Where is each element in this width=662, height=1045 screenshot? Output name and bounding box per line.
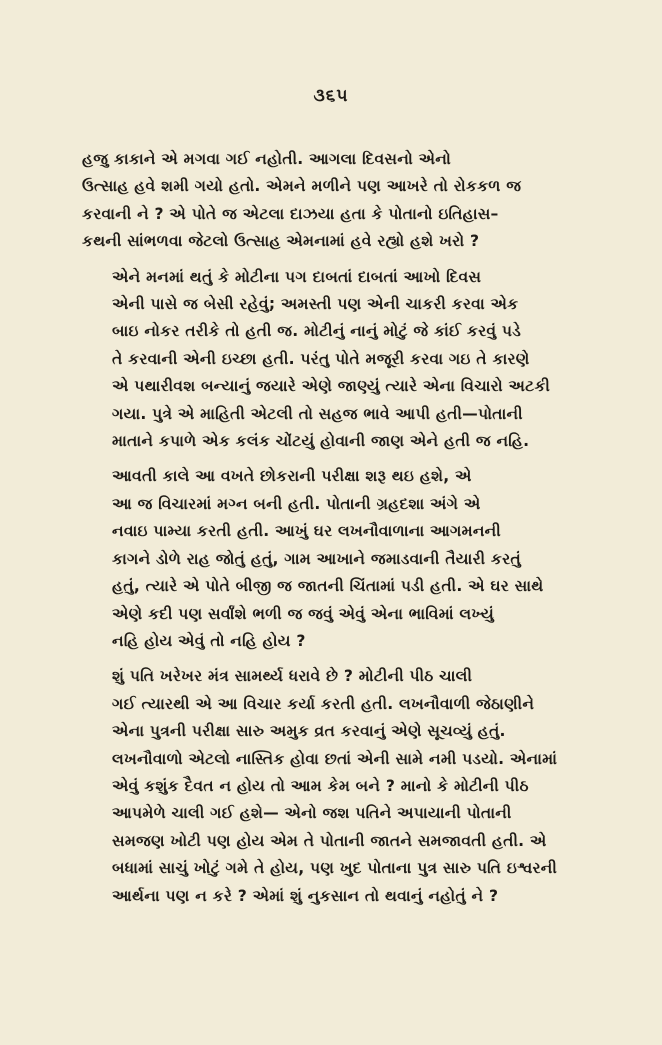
- body-text: [82, 146, 594, 918]
- text-line: એણે કદી પણ સર્વાંશે ભળી જ જવું એવું એના ભાવિમાં લખ્યું: [112, 604, 494, 623]
- paragraph-4: [82, 663, 594, 910]
- text-line: તે કરવાની એની ઇચ્છા હતી. પરંતુ પોતે મજૂરી કરવા ગઇ તે કારણે: [112, 349, 530, 368]
- text-line: હતું, ત્યારે એ પોતે બીજી જ જાતની ચિંતામાં પડી હતી. એ ઘર સાથે: [112, 577, 544, 596]
- text-line: આપમેળે ચાલી ગઈ હશે— એનો જશ પતિને અપાયાની પોતાની: [112, 804, 512, 823]
- text-line: બધામાં સાચું ખોટું ગમે તે હોય, પણ ખુદ પોતાના પુત્ર સારુ પતિ ઇશ્વરની: [112, 859, 558, 878]
- text-line: એના પુત્રની પરીક્ષા સારુ અમુક વ્રત કરવાનું એણે સૂચવ્યું હતું.: [112, 722, 506, 741]
- text-line: કાગને ડોળે રાહ જોતું હતું, ગામ આખાને જમાડવાની તૈયારી કરતું: [112, 549, 521, 568]
- text-line: માતાને કપાળે એક કલંક ચોંટયું હોવાની જાણ એને હતી જ નહિ.: [112, 432, 530, 451]
- text-line: લખનૌવાળો એટલો નાસ્તિક હોવા છતાં એની સામે નમી પડયો. એનામાં: [112, 749, 558, 768]
- paragraph-3: [82, 463, 594, 655]
- text-line: એવું કશુંક દૈવત ન હોય તો આમ કેમ બને ? માનો કે મોટીની પીઠ: [112, 776, 529, 795]
- text-line: ગઈ ત્યારથી એ આ વિચાર કર્યા કરતી હતી. લખનૌવાળી જેઠાણીને: [112, 694, 535, 713]
- page-number: ૩૬૫: [313, 86, 349, 106]
- paragraph-2: [82, 264, 594, 456]
- text-line: શું પતિ ખરેખર મંત્ર સામર્થ્ય ધરાવે છે ? મોટીની પીઠ ચાલી: [112, 667, 473, 686]
- text-line: એની પાસે જ બેસી રહેવું; અમસ્તી પણ એની ચાકરી કરવા એક: [112, 295, 519, 314]
- text-line: આવતી કાલે આ વખતે છોકરાની પરીક્ષા શરૂ થઇ હશે, એ: [112, 467, 472, 486]
- text-line: ઉત્સાહ હવે શમી ગયો હતો. એમને મળીને પણ આખરે તો રોકકળ જ: [82, 177, 522, 196]
- text-line: હજુ કાકાને એ મગવા ગઈ નહોતી. આગલા દિવસનો એનો: [82, 150, 451, 168]
- text-line: એ પથારીવશ બન્યાનું જયારે એણે જાણ્યું ત્યારે એના વિચારો અટકી: [112, 377, 551, 396]
- text-line: આ જ વિચારમાં મગ્ન બની હતી. પોતાની ગ્રહદશા અંગે એ: [112, 494, 481, 513]
- text-line: આર્થના પણ ન કરે ? એમાં શું નુકસાન તો થવાનું નહોતું ને ?: [112, 886, 499, 905]
- text-line: કથની સાંભળવા જેટલો ઉત્સાહ એમનામાં હવે રહ્યો હશે ખરો ?: [82, 232, 480, 251]
- text-line: કરવાની ને ? એ પોતે જ એટલા દાઝયા હતા કે પોતાનો ઇતિહાસ–: [82, 204, 499, 223]
- text-line: નવાઇ પામ્યા કરતી હતી. આખું ઘર લખનૌવાળાના આગમનની: [112, 522, 501, 541]
- text-line: સમજણ ખોટી પણ હોય એમ તે પોતાની જાતને સમજાવતી હતી. એ: [112, 831, 547, 850]
- text-line: નહિ હોય એવું તો નહિ હોય ?: [112, 631, 306, 650]
- text-line: બાઇ નોકર તરીકે તો હતી જ. મોટીનું નાનું મોટું જે કાંઈ કરવું પડે: [112, 322, 521, 341]
- paragraph-1: [82, 146, 594, 256]
- text-line: ગયા. પુત્રે એ માહિતી એટલી તો સહજ ભાવે આપી હતી—પોતાની: [112, 404, 523, 423]
- text-line: એને મનમાં થતું કે મોટીના પગ દાબતાં દાબતાં આખો દિવસ: [112, 267, 482, 286]
